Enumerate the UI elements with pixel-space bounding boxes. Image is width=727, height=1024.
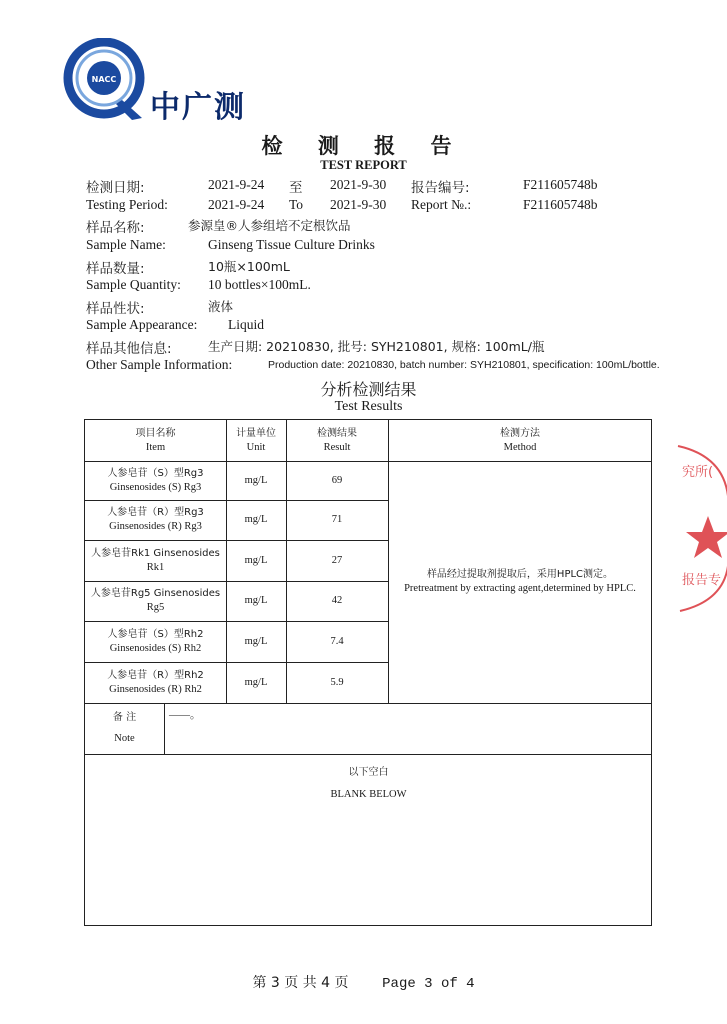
unit-cell: mg/L [244,595,268,606]
item-cn: 人参皂苷（R）型Rg3 [107,507,204,518]
header-item [85,420,226,461]
item-cn: 人参皂苷（S）型Rh2 [107,628,204,640]
test-date-label-cn: 检测日期: [86,180,145,196]
blank-en: BLANK BELOW [330,789,407,800]
sample-qty-label-cn: 样品数量: [86,261,145,277]
note-label [85,703,164,754]
item-en: Rg5 [146,602,165,613]
item-en: Ginsenosides (R) Rg3 [109,521,202,532]
unit-cell: mg/L [244,474,268,486]
header-item-en: Item [145,441,166,453]
header-result [286,420,388,461]
method-cell [388,461,652,703]
table-row-item [85,461,226,500]
report-title-en: TEST REPORT [320,158,407,172]
svg-text:报告专: 报告专 [682,573,722,588]
results-title-cn: 分析检测结果 [320,380,417,399]
page-footer [0,972,727,992]
header-unit-en: Unit [246,441,266,453]
header-method-cn: 检测方法 [500,427,540,439]
table-row-item [85,662,226,703]
sample-qty-value-cn: 10瓶×100mL [208,259,290,274]
item-en: Ginsenosides (R) Rh2 [109,683,202,695]
header-unit [226,420,286,461]
result-cell: 71 [331,514,343,525]
item-en: Ginsenosides (S) Rg3 [109,481,202,493]
sample-name-label-en: Sample Name: [86,237,166,252]
unit-cell: mg/L [244,554,268,566]
item-en: Ginsenosides (S) Rh2 [109,642,202,654]
unit-cell: mg/L [244,514,268,525]
logo-badge-text: NACC [91,75,117,84]
appearance-value-en: Liquid [228,317,264,332]
table-row-item [85,540,226,581]
note-label-en: Note [114,733,135,745]
result-cell: 42 [331,595,343,606]
blank-cn: 以下空白 [348,767,389,778]
result-cell: 5.9 [330,676,344,688]
result-cell: 69 [331,474,343,486]
item-cn: 人参皂苷（R）型Rh2 [107,669,204,681]
result-cell: 27 [331,554,343,566]
method-en: Pretreatment by extracting agent,determined by HPLC. [404,583,636,594]
to-cn: 至 [289,180,303,196]
item-cn: 人参皂苷（S）型Rg3 [107,467,204,479]
report-no: F211605748b [523,177,598,192]
start-date-en: 2021-9-24 [208,197,265,212]
table-row-item [85,500,226,540]
blank-below-en [85,786,652,804]
report-title-cn: 检 测 报 告 [261,133,466,158]
header-result-en: Result [323,441,351,453]
other-info-value-cn: 生产日期: 20210830, 批号: SYH210801, 规格: 100mL/瓶 [208,339,545,354]
table-row-item [85,581,226,621]
report-no-label-en: Report №.: [411,197,472,212]
end-date-en: 2021-9-30 [330,197,387,212]
to-en: To [289,197,304,212]
results-title-en: Test Results [334,399,403,414]
note-label-cn: 备 注 [112,711,137,723]
method-cn: 样品经过提取剂提取后，采用HPLC测定。 [426,569,614,580]
start-date: 2021-9-24 [208,177,265,192]
end-date: 2021-9-30 [330,177,387,192]
appearance-label-cn: 样品性状: [86,301,145,317]
report-no-en: F211605748b [523,197,598,212]
item-cn: 人参皂苷Rk1 Ginsenosides [91,547,220,559]
other-info-value-en: Production date: 20210830, batch number: SYH210801, specification: 100mL/bottle. [268,359,660,371]
footer-en: Page 3 of 4 [382,976,475,992]
blank-below-cn [85,764,652,782]
test-date-label-en: Testing Period: [86,197,168,212]
header-result-cn: 检测结果 [317,427,357,439]
other-info-label-cn: 样品其他信息: [86,341,172,357]
results-table [84,419,652,926]
sample-qty-value-en: 10 bottles×100mL. [208,277,311,292]
sample-qty-label-en: Sample Quantity: [86,277,181,292]
svg-text:究所(: 究所( [682,465,714,480]
header-method [388,420,652,461]
result-cell: 7.4 [330,635,344,647]
header-method-en: Method [503,441,537,453]
note-value: ——。 [169,710,201,721]
appearance-label-en: Sample Appearance: [86,317,198,332]
header-item-cn: 项目名称 [135,427,176,439]
red-seal-stamp [668,436,727,626]
unit-cell: mg/L [244,635,268,647]
sample-name-label-cn: 样品名称: [86,220,145,236]
table-row-item [85,621,226,662]
sample-name-value-en: Ginseng Tissue Culture Drinks [208,237,375,252]
sample-name-value-cn: 参源皇®人参组培不定根饮品 [188,218,351,233]
other-info-label-en: Other Sample Information: [86,357,233,372]
header-unit-cn: 计量单位 [236,427,276,439]
report-no-label-cn: 报告编号: [411,180,470,196]
footer-cn: 第 3 页 共 4 页 [252,975,349,991]
appearance-value-cn: 液体 [208,299,234,314]
logo-emblem [62,38,152,123]
logo-brand-text: 中广测 [150,90,246,125]
unit-cell: mg/L [244,676,268,688]
item-en: Rk1 [146,561,165,573]
item-cn: 人参皂苷Rg5 Ginsenosides [90,588,221,599]
